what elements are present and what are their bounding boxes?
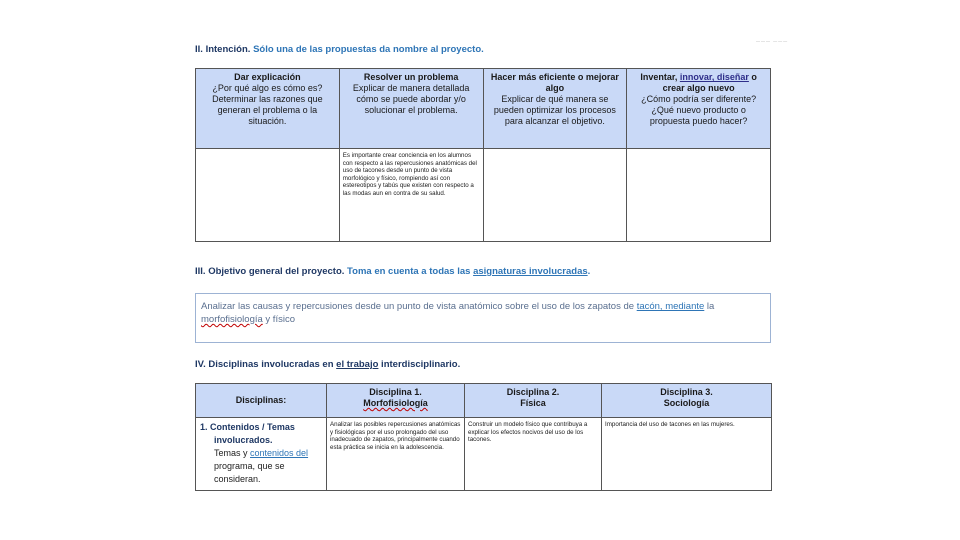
corner-mark: ——— ——— <box>756 38 789 43</box>
contents-row-title: 1. Contenidos / Temas <box>200 422 295 432</box>
discipline-name: Sociología <box>663 398 710 408</box>
discipline-1-header[interactable] <box>327 384 465 418</box>
content-text: Importancia del uso de tacones en las mujeres. <box>605 421 735 428</box>
objective-misspelled-word: morfofisiología <box>201 314 263 325</box>
objective-text: Analizar las causas y repercusiones desde un punto de vista anatómico sobre el uso de los zapatos de <box>201 301 637 312</box>
contents-row-desc-underlined: contenidos del <box>250 448 309 458</box>
section-3-title <box>195 266 590 278</box>
intention-body: Explicar de qué manera se pueden optimizar los procesos para alcanzar el objetivo. <box>493 94 616 126</box>
section-4-number: IV. <box>195 359 206 370</box>
section-3-instruction-underlined: asignaturas involucradas <box>473 266 588 277</box>
intention-body: ¿Cómo podría ser diferente? ¿Qué nuevo producto o propuesta puedo hacer? <box>641 94 757 126</box>
intention-header-improve[interactable] <box>483 69 627 149</box>
objective-text-mid: la <box>704 301 715 312</box>
section-2-title <box>195 44 484 56</box>
intention-header-invent[interactable] <box>627 69 771 149</box>
discipline-number: Disciplina 1. <box>369 387 422 397</box>
section-4-heading-end: interdisciplinario. <box>378 359 461 370</box>
contents-row-desc-3: consideran. <box>214 474 261 484</box>
discipline-name: Física <box>520 398 546 408</box>
section-3-instruction-end: . <box>587 266 591 277</box>
contents-row-title-2: involucrados. <box>214 435 273 445</box>
contents-row-desc: Temas y <box>214 448 251 458</box>
intention-cell-improve[interactable] <box>483 149 627 242</box>
intention-header-solve[interactable] <box>339 69 483 149</box>
contents-row-header <box>196 418 327 491</box>
discipline-3-header[interactable] <box>602 384 772 418</box>
intention-header-explain[interactable] <box>196 69 340 149</box>
intention-body: Explicar de manera detallada cómo se puede abordar y/o solucionar el problema. <box>352 83 470 115</box>
section-2-number: II. <box>195 44 203 55</box>
contents-row-desc-2: programa, que se <box>214 461 285 471</box>
discipline-name: Morfofisiología <box>363 398 428 408</box>
objective-text-end: y físico <box>262 314 295 325</box>
intention-cell-explain[interactable] <box>196 149 340 242</box>
section-4-title <box>195 359 460 371</box>
section-4-heading-underlined: el trabajo <box>336 359 379 370</box>
disciplines-table <box>195 383 772 491</box>
section-2-heading: Intención. <box>205 44 251 55</box>
content-text: Construir un modelo físico que contribuya a explicar los efectos nocivos del uso de los tacones. <box>468 421 588 444</box>
discipline-2-header[interactable] <box>465 384 602 418</box>
section-3-number: III. <box>195 266 206 277</box>
intention-title-pre: Inventar, <box>640 72 680 82</box>
intention-table <box>195 68 771 242</box>
intention-title-post: o crear algo nuevo <box>662 72 757 93</box>
intention-title: Hacer más eficiente o mejorar algo <box>490 72 619 93</box>
discipline-number: Disciplina 2. <box>506 387 560 397</box>
section-3-heading: Objetivo general del proyecto. <box>208 266 345 277</box>
intention-title-underlined: innovar, diseñar <box>679 72 749 82</box>
intention-cell-solve[interactable] <box>339 149 483 242</box>
discipline-3-content[interactable] <box>602 418 772 491</box>
intention-cell-invent[interactable] <box>627 149 771 242</box>
intention-title: Dar explicación <box>234 72 301 82</box>
discipline-2-content[interactable] <box>465 418 602 491</box>
objective-text-box[interactable] <box>195 293 771 343</box>
discipline-1-content[interactable] <box>327 418 465 491</box>
section-4-heading: Disciplinas involucradas en <box>208 359 337 370</box>
intention-body: ¿Por qué algo es cómo es? Determinar las razones que generan el problema o la situación. <box>212 83 323 126</box>
section-2-instruction: Sólo una de las propuestas da nombre al proyecto. <box>253 44 484 55</box>
intention-title: Resolver un problema <box>363 72 459 82</box>
objective-link: tacón, mediante <box>636 301 705 312</box>
discipline-number: Disciplina 3. <box>660 387 713 397</box>
section-3-instruction: Toma en cuenta a todas las <box>347 266 474 277</box>
content-text: Analizar las posibles repercusiones anatómicas y fisiológicas por el uso prolongado del uso inadecuado de zapatos, principalmente cuando esta práctica se inicia en la adolescencia. <box>330 421 461 451</box>
intention-title <box>631 72 766 94</box>
disciplines-label: Disciplinas: <box>235 395 287 405</box>
intention-cell-text: Es importante crear conciencia en los alumnos con respecto a las repercusiones anatómicas del uso de tacones desde un punto de vista morfológico y físico, rompiendo así con estereotipos y tabús que existen con respecto a las modas aun en contra de su salud. <box>342 152 477 197</box>
disciplines-label-cell[interactable] <box>196 384 327 418</box>
